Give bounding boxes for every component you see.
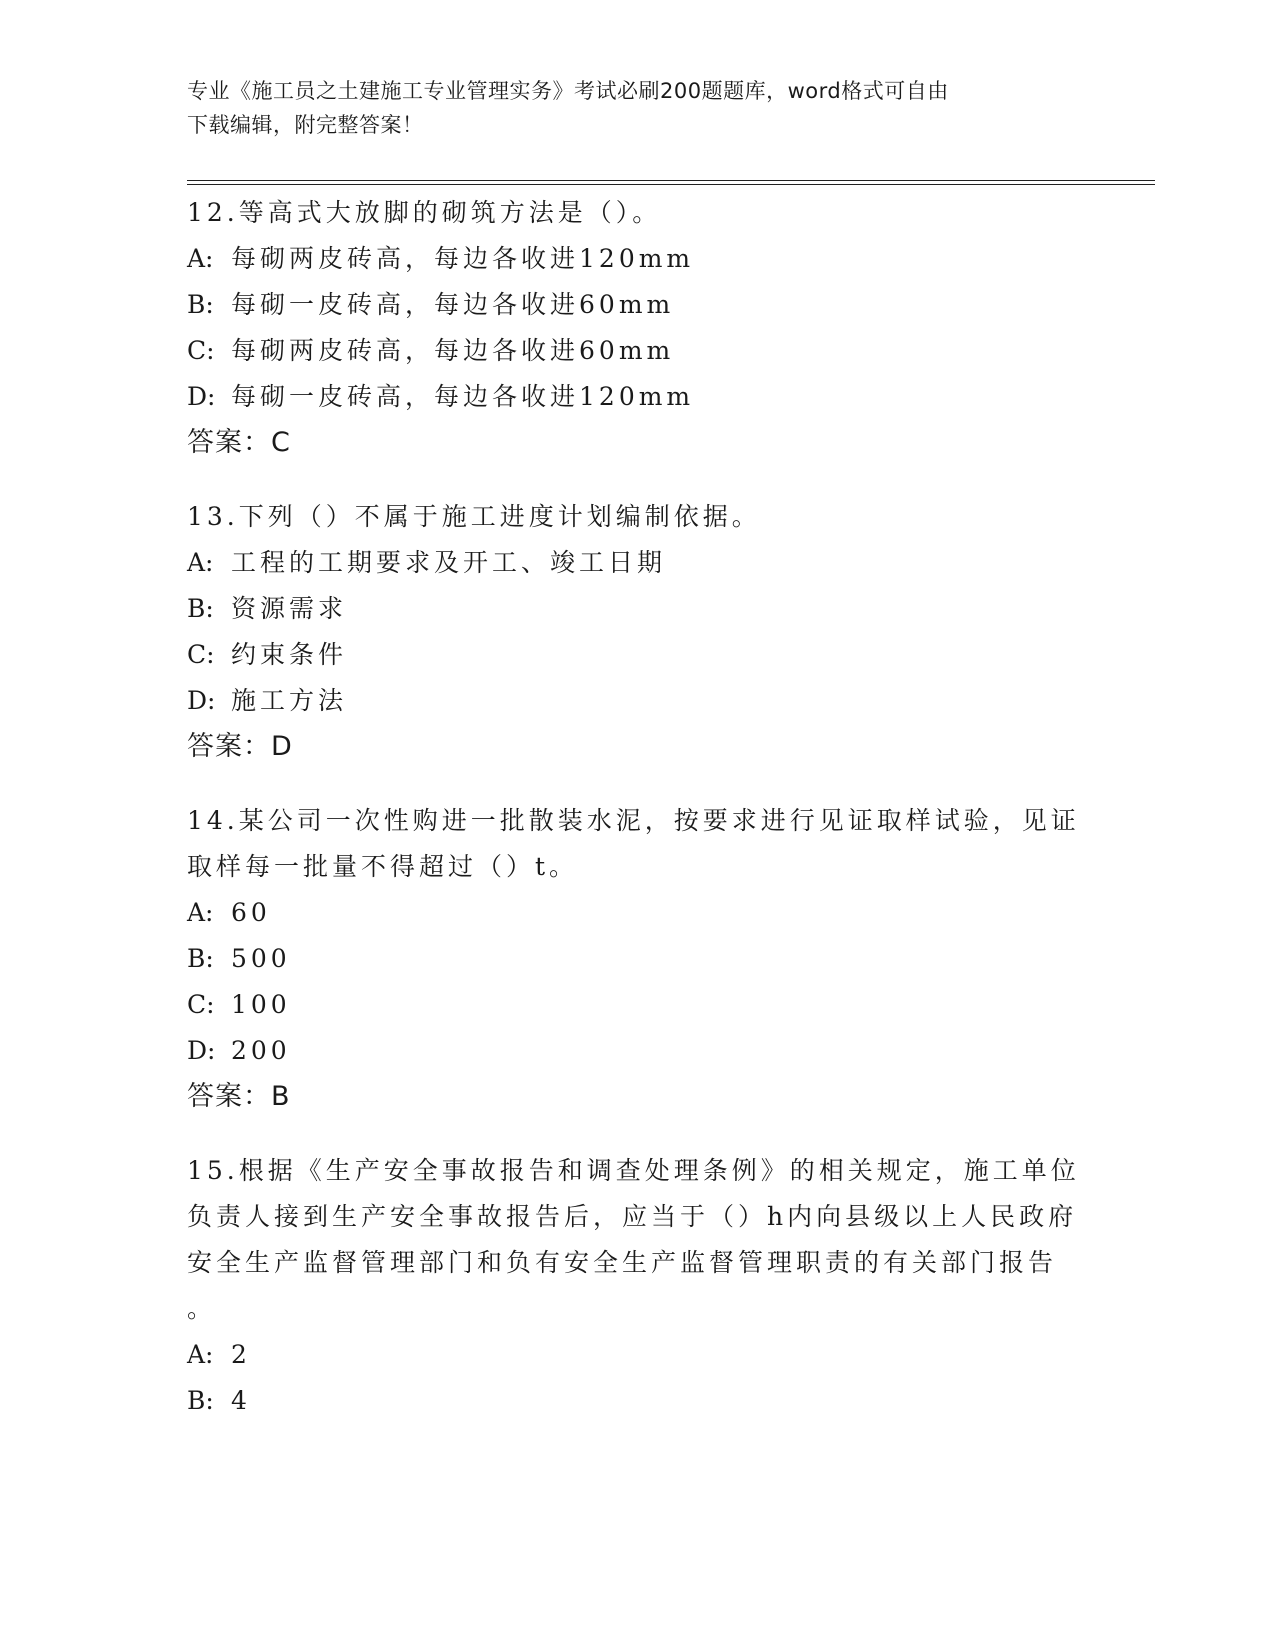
option-text: 100 (231, 990, 291, 1019)
option-letter: A: (187, 548, 214, 577)
question-text-line: 13.下列（）不属于施工进度计划编制依据。 (187, 502, 761, 531)
document-header (187, 74, 1067, 142)
option-text: 每砌一皮砖高，每边各收进60mm (231, 290, 675, 319)
answer-line: 答案：C (187, 427, 291, 458)
option-item (187, 678, 1087, 724)
header-divider-bottom (187, 184, 1155, 185)
option-letter: B: (187, 944, 214, 973)
option-letter: C: (187, 336, 215, 365)
question-block (187, 798, 1087, 1120)
header-line-1: 专业《施工员之土建施工专业管理实务》考试必刷200题题库，word格式可自由 (187, 79, 949, 103)
option-item (187, 890, 1087, 936)
option-item (187, 936, 1087, 982)
option-text: 每砌两皮砖高，每边各收进60mm (231, 336, 675, 365)
question-block (187, 1148, 1087, 1424)
question-text-line: 负责人接到生产安全事故报告后，应当于（）h内向县级以上人民政府 (187, 1202, 1078, 1231)
question-text-line: 14.某公司一次性购进一批散装水泥，按要求进行见证取样试验，见证 (187, 806, 1080, 835)
option-letter: A: (187, 244, 214, 273)
option-item (187, 236, 1087, 282)
option-letter: B: (187, 594, 214, 623)
question-block (187, 494, 1087, 770)
header-line-2: 下载编辑，附完整答案！ (187, 113, 424, 137)
option-text: 施工方法 (231, 686, 348, 715)
option-letter: A: (187, 1340, 214, 1369)
option-item (187, 282, 1087, 328)
option-text: 60 (231, 898, 271, 927)
option-text: 4 (231, 1386, 251, 1415)
option-text: 200 (231, 1036, 291, 1065)
option-letter: B: (187, 290, 214, 319)
answer-line: 答案：D (187, 731, 293, 762)
option-letter: D: (187, 686, 216, 715)
option-letter: D: (187, 382, 216, 411)
option-text: 500 (231, 944, 291, 973)
option-text: 工程的工期要求及开工、竣工日期 (231, 548, 667, 577)
question-text-line: 12.等高式大放脚的砌筑方法是（）。 (187, 198, 662, 227)
option-letter: C: (187, 640, 215, 669)
option-item (187, 982, 1087, 1028)
answer-line: 答案：B (187, 1081, 291, 1112)
question-text-line: 安全生产监督管理部门和负有安全生产监督管理职责的有关部门报告 (187, 1248, 1058, 1277)
option-text: 资源需求 (231, 594, 348, 623)
option-item (187, 632, 1087, 678)
option-letter: C: (187, 990, 215, 1019)
header-divider-top (187, 180, 1155, 181)
option-text: 约束条件 (231, 640, 348, 669)
question-text-line: 取样每一批量不得超过（）t。 (187, 852, 579, 881)
question-text-line: 15.根据《生产安全事故报告和调查处理条例》的相关规定，施工单位 (187, 1156, 1080, 1185)
option-item (187, 586, 1087, 632)
question-list (187, 190, 1087, 1452)
option-item (187, 328, 1087, 374)
option-letter: A: (187, 898, 214, 927)
option-text: 2 (231, 1340, 251, 1369)
option-letter: B: (187, 1386, 214, 1415)
option-item (187, 1028, 1087, 1074)
question-text-line: 。 (187, 1294, 217, 1323)
option-item (187, 1332, 1087, 1378)
option-text: 每砌两皮砖高，每边各收进120mm (231, 244, 695, 273)
option-item (187, 374, 1087, 420)
option-item (187, 1378, 1087, 1424)
option-letter: D: (187, 1036, 216, 1065)
option-item (187, 540, 1087, 586)
question-block (187, 190, 1087, 466)
option-text: 每砌一皮砖高，每边各收进120mm (231, 382, 695, 411)
